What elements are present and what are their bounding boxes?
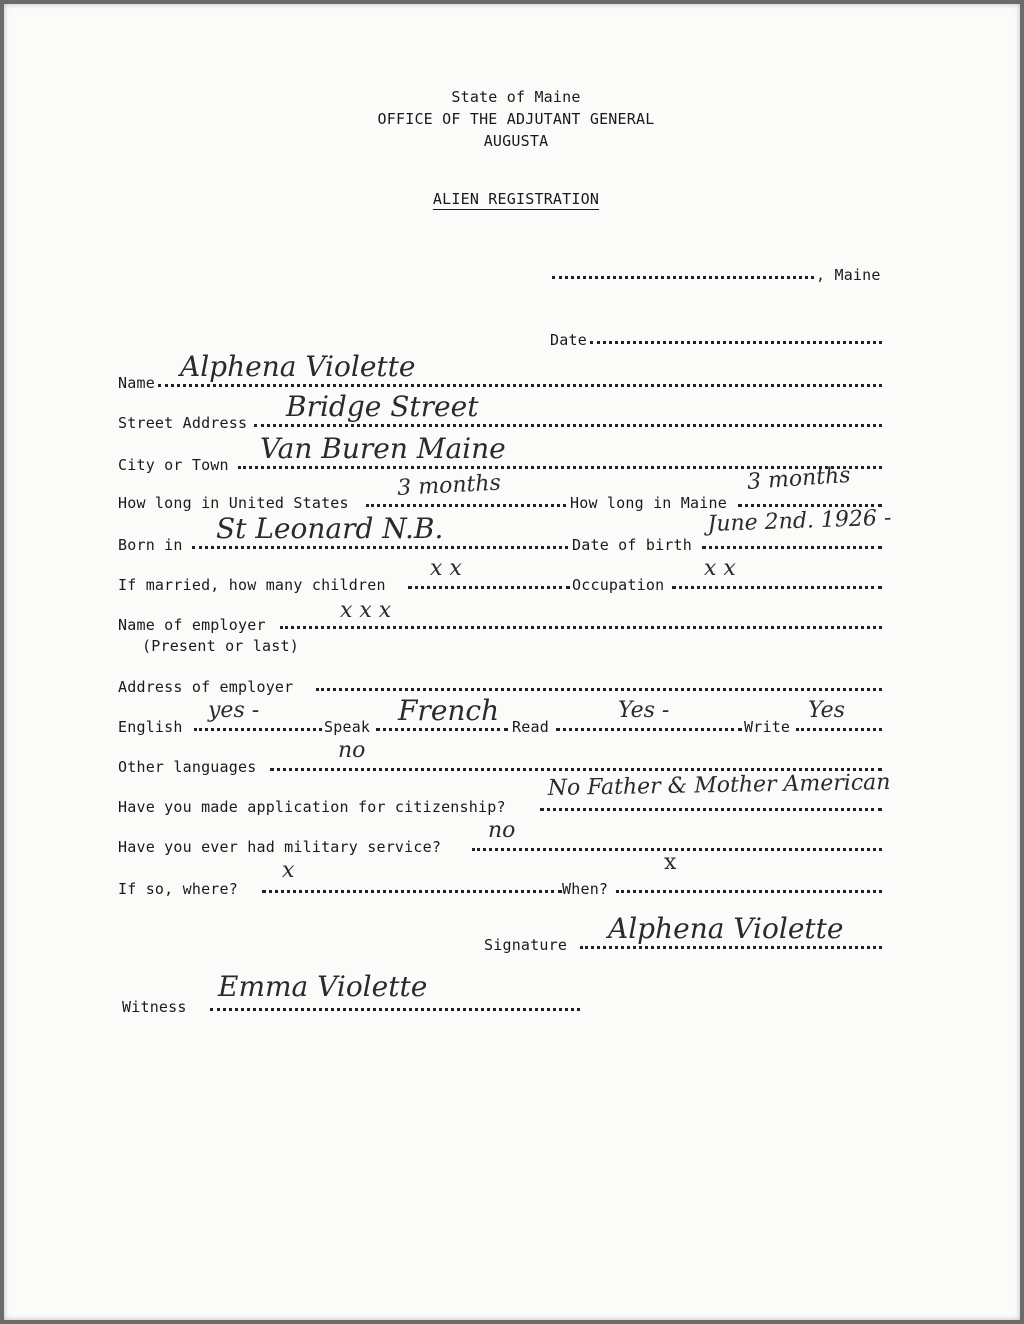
speak-label: Speak — [324, 718, 371, 736]
read-line — [556, 728, 742, 731]
how-long-maine-label: How long in Maine — [570, 494, 727, 512]
city-label: City or Town — [118, 456, 229, 474]
how-long-us-line — [366, 504, 566, 507]
occupation-line — [672, 586, 882, 589]
other-languages-line — [270, 768, 882, 771]
children-label: If married, how many children — [118, 576, 386, 594]
form-title: ALIEN REGISTRATION — [432, 190, 600, 208]
employer-note: (Present or last) — [142, 637, 299, 655]
street-label: Street Address — [118, 414, 248, 432]
maine-label: , Maine — [816, 266, 881, 284]
speak-line — [376, 728, 508, 731]
english-line — [194, 728, 322, 731]
header-state: State of Maine — [451, 88, 581, 106]
english-label: English — [118, 718, 183, 736]
dob-label: Date of birth — [572, 536, 692, 554]
occupation-label: Occupation — [572, 576, 665, 594]
write-label: Write — [744, 718, 791, 736]
read-label: Read — [512, 718, 549, 736]
born-in-label: Born in — [118, 536, 183, 554]
how-long-maine-entry: 3 months — [746, 462, 852, 495]
maine-town-line — [552, 276, 814, 279]
date-label: Date — [550, 331, 587, 349]
date-line — [590, 341, 882, 344]
other-languages-entry: no — [338, 738, 366, 763]
employer-line — [280, 626, 882, 629]
signature-label: Signature — [484, 936, 568, 954]
write-line — [796, 728, 882, 731]
form-sheet — [4, 4, 1020, 1320]
signature-line — [580, 946, 882, 949]
street-line — [254, 424, 882, 427]
dob-line — [702, 546, 882, 549]
military-line — [472, 848, 882, 851]
when-line — [616, 890, 882, 893]
when-label: When? — [562, 880, 609, 898]
born-in-line — [192, 546, 568, 549]
read-entry: Yes - — [618, 698, 670, 723]
name-entry: Alphena Violette — [180, 350, 416, 383]
header-city: AUGUSTA — [483, 132, 549, 150]
citizenship-label: Have you made application for citizenship? — [118, 798, 506, 816]
where-line — [262, 890, 562, 893]
witness-line — [210, 1008, 580, 1011]
when-entry: x — [664, 850, 677, 875]
employer-label: Name of employer — [118, 616, 266, 634]
name-label: Name — [118, 374, 155, 392]
english-entry: yes - — [208, 698, 260, 723]
citizenship-line — [540, 808, 882, 811]
children-entry: x x — [430, 556, 462, 581]
header-office: OFFICE OF THE ADJUTANT GENERAL — [377, 110, 655, 128]
where-label: If so, where? — [118, 880, 238, 898]
employer-entry: x x x — [340, 598, 392, 623]
where-entry: x — [282, 858, 295, 883]
how-long-us-entry: 3 months — [396, 470, 502, 501]
how-long-us-label: How long in United States — [118, 494, 349, 512]
occupation-entry: x x — [704, 556, 736, 581]
street-entry: Bridge Street — [286, 390, 479, 423]
signature-entry: Alphena Violette — [608, 912, 844, 945]
employer-address-label: Address of employer — [118, 678, 294, 696]
name-line — [158, 384, 882, 387]
other-languages-label: Other languages — [118, 758, 257, 776]
speak-entry: French — [398, 694, 500, 727]
witness-entry: Emma Violette — [218, 970, 428, 1003]
born-in-entry: St Leonard N.B. — [216, 512, 444, 545]
employer-address-line — [316, 688, 882, 691]
citizenship-entry: No Father & Mother American — [547, 770, 891, 801]
dob-entry: June 2nd. 1926 - — [707, 505, 892, 537]
military-entry: no — [488, 818, 516, 843]
write-entry: Yes — [808, 698, 845, 723]
military-label: Have you ever had military service? — [118, 838, 442, 856]
children-line — [408, 586, 570, 589]
city-entry: Van Buren Maine — [260, 432, 506, 465]
witness-label: Witness — [122, 998, 187, 1016]
